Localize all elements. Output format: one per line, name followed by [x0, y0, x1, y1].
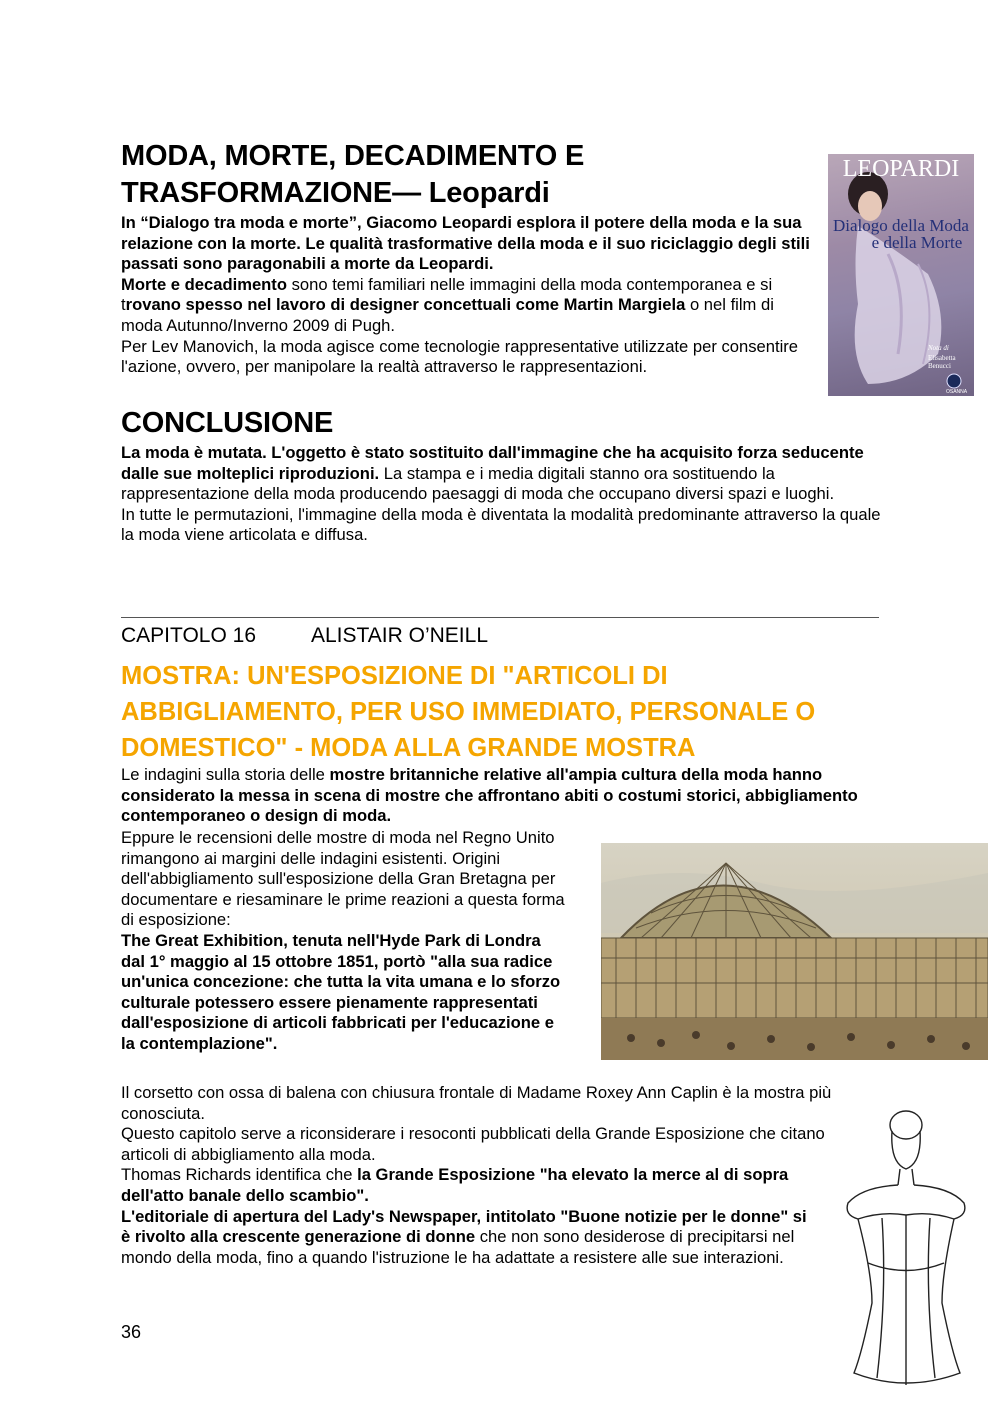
- book-note-label: Nota di: [928, 344, 949, 352]
- chapter-paragraph-corset: Il corsetto con ossa di balena con chiusura frontale di Madame Roxey Ann Caplin è la mostra più conosciuta.: [121, 1083, 832, 1123]
- corset-drawing: [842, 1103, 974, 1395]
- leopardi-paragraph-1: In “Dialogo tra moda e morte”, Giacomo Leopardi esplora il potere della moda e la sua relazione con la morte. Le qualità trasformative della moda e il suo riciclaggio degli stili passati sono paragonabili a morte da Leopardi.: [121, 213, 810, 274]
- book-cover-image: [828, 154, 974, 396]
- chapter-title: MOSTRA: UN'ESPOSIZIONE DI "ARTICOLI DI ABBIGLIAMENTO, PER USO IMMEDIATO, PERSONALE O DOMESTICO" - MODA ALLA GRANDE MOSTRA: [121, 662, 816, 762]
- conclusion-paragraph-1: La moda è mutata. L'oggetto è stato sostituito dall'immagine che ha acquisito forza seducente dalle sue molteplici riproduzioni. La stampa e i media digitali stanno ora sostituendo la rappresentazione della moda producendo paesaggi di moda che occupano diversi spazi e luoghi.: [121, 443, 864, 504]
- page-number: 36: [121, 1322, 142, 1342]
- conclusion-paragraph-2: In tutte le permutazioni, l'immagine della moda è diventata la modalità predominante attraverso la quale la moda viene articolata e diffusa.: [121, 504, 881, 545]
- chapter-paragraph-richards: Thomas Richards identifica che la Grande Esposizione "ha elevato la merce al di sopra dell'atto banale dello scambio".: [121, 1165, 789, 1205]
- chapter-number: CAPITOLO 16: [121, 624, 257, 647]
- chapter-paragraph-great-exhibition: The Great Exhibition, tenuta nell'Hyde Park di Londra dal 1° maggio al 15 ottobre 1851, portò "alla sua radice un'unica concezione: che tutta la vita umana e lo sforzo culturale potessero essere pienamente rappresentati dall'esposizione di articoli fabbricati per l'educazione e la contemplazione".: [121, 930, 561, 1053]
- crystal-palace-illustration: [601, 843, 988, 1060]
- heading-line-2-author: Leopardi: [428, 177, 550, 209]
- crystal-palace-drawing: [601, 843, 988, 1060]
- chapter-divider: [121, 617, 879, 618]
- leopardi-paragraph-2: Morte e decadimento sono temi familiari nelle immagini della moda contemporanea e si trovano spesso nel lavoro di designer concettuali come Martin Margiela o nel film di moda Autunno/Inverno 2009 di Pugh.: [121, 274, 774, 335]
- heading-line-2: [121, 175, 821, 212]
- section-heading-leopardi: [121, 138, 821, 212]
- chapter-author: ALISTAIR O’NEILL: [311, 624, 489, 647]
- chapter-lower-text: [121, 1083, 836, 1268]
- chapter-left-column: [121, 828, 571, 1055]
- heading-line-1: MODA, MORTE, DECADIMENTO E: [121, 140, 585, 172]
- book-subtitle-1: Dialogo della Moda: [833, 216, 969, 235]
- book-title: LEOPARDI: [842, 156, 960, 182]
- leopardi-paragraph-3: Per Lev Manovich, la moda agisce come tecnologie rappresentative utilizzate per consentire l'azione, ovvero, per manipolare la realtà attraverso le rappresentazioni.: [121, 336, 799, 377]
- chapter-paragraph-purpose: Questo capitolo serve a riconsiderare i resoconti pubblicati della Grande Esposizione che citano articoli di abbigliamento alla moda.: [121, 1124, 825, 1164]
- book-note-author: Elisabetta Benucci: [928, 354, 956, 370]
- book-publisher: OSANNA: [946, 389, 968, 395]
- leopardi-text: [121, 213, 816, 378]
- chapter-paragraph-reviews: Eppure le recensioni delle mostre di moda nel Regno Unito rimangono ai margini delle indagini esistenti. Origini dell'abbigliamento sull'esposizione della Gran Bretagna per documentare e riesaminare le prime reazioni a questa forma di esposizione:: [121, 828, 565, 930]
- conclusion-text: [121, 443, 881, 546]
- book-subtitle-2: e della Morte: [871, 233, 963, 252]
- chapter-intro: Le indagini sulla storia delle mostre britanniche relative all'ampia cultura della moda hanno considerato la messa in scena di mostre che affrontano abiti o costumi storici, abbigliamento contemporaneo o design di moda.: [121, 765, 858, 826]
- conclusion-heading: CONCLUSIONE: [121, 407, 334, 439]
- corset-illustration: [842, 1103, 974, 1395]
- chapter-paragraph-lady-newspaper: L'editoriale di apertura del Lady's Newspaper, intitolato "Buone notizie per le donne" si è rivolto alla crescente generazione di donne che non sono desiderose di precipitarsi nel mondo della moda, fino a quando l'istruzione le ha adattate a resistere alle sue interazioni.: [121, 1206, 807, 1267]
- heading-line-2-main: TRASFORMAZIONE—: [121, 177, 429, 209]
